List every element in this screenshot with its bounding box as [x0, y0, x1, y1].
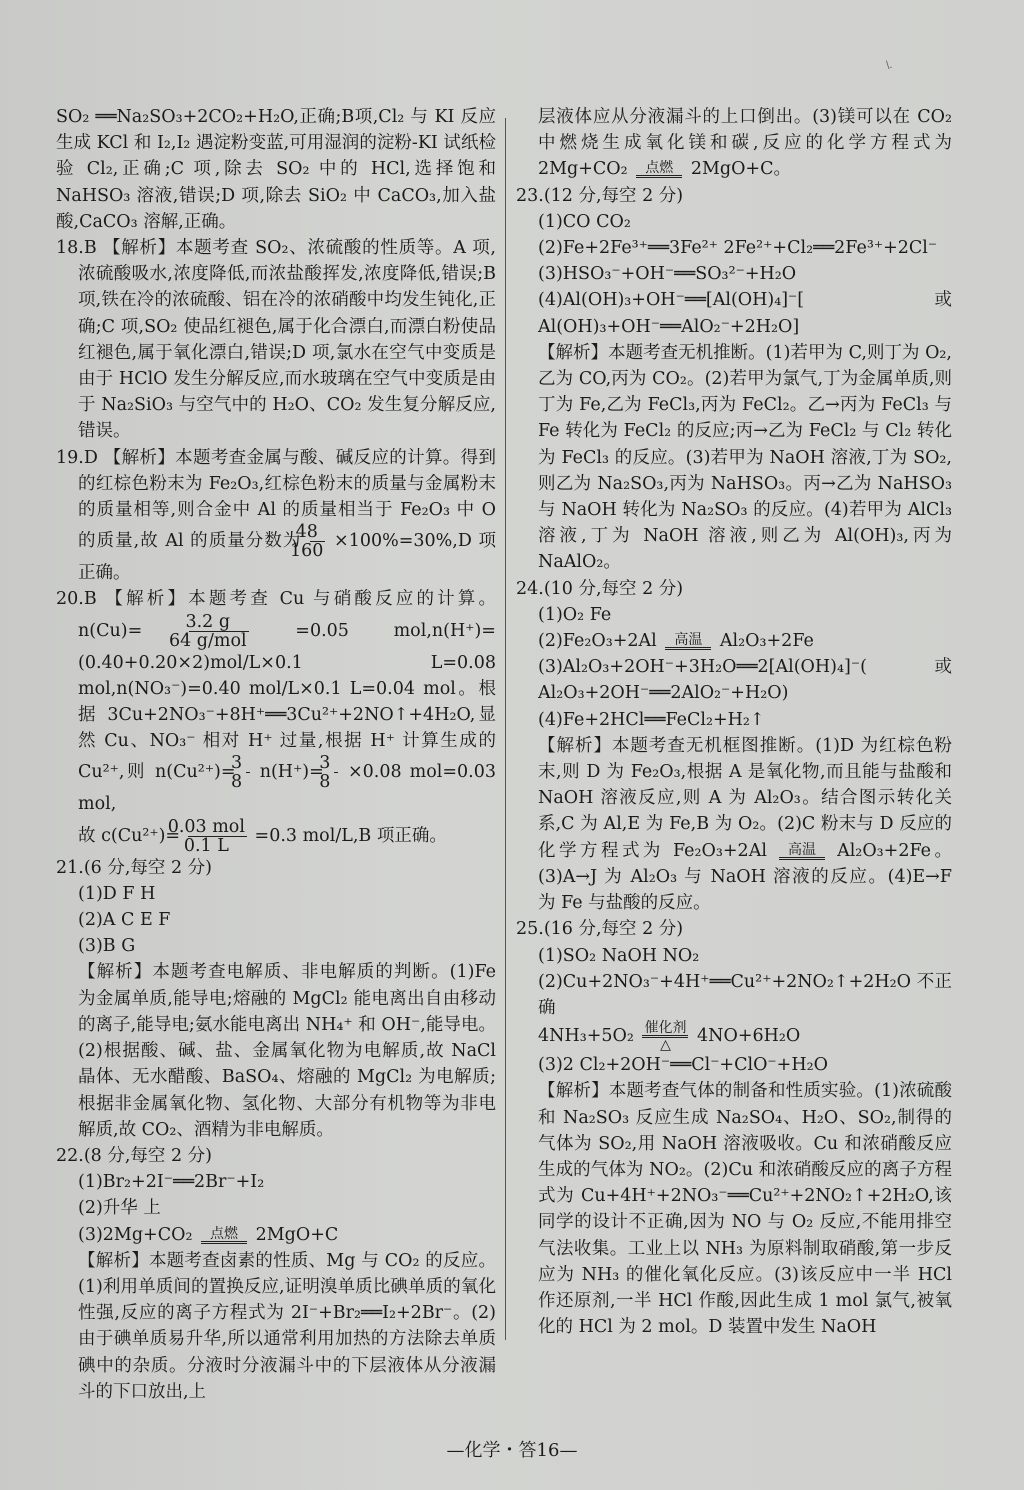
analysis: 【解析】本题考查无机推断。(1)若甲为 C,则丁为 O₂,乙为 CO,丙为 CO₂。(2)若甲为氯气,丁为金属单质,则丁为 Fe,乙为 FeCl₃,丙为 FeCl₂。乙→丙为 FeCl₃ 与 Fe 转化为 FeCl₂ 的反应;丙→乙为 FeCl₂ 与 Cl₂ 转化为 FeCl₃ 的反应。(3)若甲为 NaOH 溶液,丁为 SO₂,则乙为 Na₂SO₃,丙为 NaHSO₃。丙→乙为 NaHSO₃ 与 NaOH 转化为 Na₂SO₃ 的反应。(4)若甲为 AlCl₃ 溶液,丁为 NaOH 溶液,则乙为 Al(OH)₃,丙为 NaAlO₂。	[538, 342, 952, 573]
analysis: 【解析】本题考查气体的制备和性质实验。(1)浓硫酸和 Na₂SO₃ 反应生成 Na₂SO₄、H₂O、SO₂,制得的气体为 SO₂,用 NaOH 溶液吸收。Cu 和浓硝酸反应生成的气体为 NO₂。(2)Cu 和浓硝酸反应的离子方程式为 Cu+4H⁺+2NO₃⁻══Cu²⁺+2NO₂↑+2H₂O,该同学的设计不正确,因为 NO 与 O₂ 反应,不能用排空气法收集。工业上以 NH₃ 为原料制取硝酸,第一步反应为 NH₃ 的催化氧化反应。(3)该反应中一半 HCl 作还原剂,一半 HCl 作酸,因此生成 1 mol 氯气,被氧化的 HCl 为 2 mol。D 装置中发生 NaOH	[538, 1081, 952, 1338]
answer-line: (1)CO CO₂	[538, 211, 631, 232]
answer-line: (4)Al(OH)₃+OH⁻══[Al(OH)₄]⁻[或 Al(OH)₃+OH⁻══AlO₂⁻+2H₂O]	[538, 290, 952, 337]
answer-19: 19.D 【解析】本题考查金属与酸、碱反应的计算。得到的红棕色粉末为 Fe₂O₃,红棕色粉末的质量与金属粉末的质量相等,则合金中 Al 的质量相当于 Fe₂O₃ 中 O 的质量,故 Al 的质量分数为 $\frac{48}{160}$ ×100%=30%,D 项正确。	[56, 447, 496, 584]
fraction: $\frac{3.2 g}{\text{64 g/mol}}$	[168, 611, 247, 651]
answer-25-heading: 25.(16 分,每空 2 分)	[516, 919, 684, 940]
answer-22-heading: 22.(8 分,每空 2 分)	[56, 1145, 213, 1166]
left-column	[56, 104, 496, 1405]
answer-line: (3)B G	[78, 936, 136, 957]
answer-line: (2)升华 上	[78, 1198, 161, 1219]
column-divider	[505, 118, 506, 1340]
reaction-condition: 点燃	[636, 161, 682, 178]
equation-line: (3)2Mg+CO₂ 点燃 2MgO+C	[78, 1224, 339, 1245]
equation-line: (2)Fe₂O₃+2Al 高温 Al₂O₃+2Fe	[538, 631, 814, 652]
fraction: $\frac{48}{160}$	[290, 522, 324, 562]
answer-line: (2)Fe+2Fe³⁺══3Fe²⁺ 2Fe²⁺+Cl₂══2Fe³⁺+2Cl⁻	[538, 238, 938, 259]
answer-line: (3)2 Cl₂+2OH⁻══Cl⁻+ClO⁻+H₂O	[538, 1055, 828, 1076]
answer-line: (2)A C E F	[78, 910, 171, 931]
reaction-condition: 高温	[779, 843, 825, 860]
analysis: 【解析】本题考查无机框图推断。(1)D 为红棕色粉末,则 D 为 Fe₂O₃,根据 A 是氧化物,而且能与盐酸和 NaOH 溶液反应,则 A 为 Al₂O₃。结合图示转化关系,C 为 Al,E 为 Fe,B 为 O₂。(2)C 粉末与 D 反应的化学方程式为 Fe₂O₃+2Al 高温 Al₂O₃+2Fe。(3)A→J 为 Al₂O₃ 与 NaOH 溶液的反应。(4)E→F 为 Fe 与盐酸的反应。	[538, 735, 953, 914]
answer-line: (1)D F H	[78, 883, 156, 904]
answer-20: 20.B 【解析】本题考查 Cu 与硝酸反应的计算。n(Cu)= $\frac{3.2 g}{\text{64 g/mol}}$ =0.05 mol,n(H⁺)=(0.40+0.20×2)mol/L×0.1 L=0.08 mol,n(NO₃⁻)=0.40 mol/L×0.1 L=0.04 mol。根据 3Cu+2NO₃⁻+8H⁺══3Cu²⁺+2NO↑+4H₂O,显然 Cu、NO₃⁻ 相对 H⁺ 过量,根据 H⁺ 计算生成的 Cu²⁺,则 n(Cu²⁺)= $\frac{3}{8}$ n(H⁺)= $\frac{3}{8}$ ×0.08 mol=0.03 mol, 故 c(Cu²⁺)= $\frac{\text{0.03 mol}}{0.1 L}$ =0.3 mol/L,B 项正确。	[56, 589, 496, 856]
answer-24-heading: 24.(10 分,每空 2 分)	[516, 578, 684, 599]
page-footer: —化学・答16—	[446, 1440, 578, 1461]
paragraph: SO₂ ══Na₂SO₃+2CO₂+H₂O,正确;B项,Cl₂ 与 KI 反应生成 KCl 和 I₂,I₂ 遇淀粉变蓝,可用湿润的淀粉-KI 试纸检验 Cl₂,正确;C 项,除去 SO₂ 中的 HCl,选择饱和 NaHSO₃ 溶液,错误;D 项,除去 SiO₂ 中 CaCO₃,加入盐酸,CaCO₃ 溶解,正确。	[56, 107, 496, 232]
answer-line: (4)Fe+2HCl══FeCl₂+H₂↑	[538, 709, 765, 730]
analysis: 【解析】本题考查电解质、非电解质的判断。(1)Fe 为金属单质,能导电;熔融的 MgCl₂ 能电离出自由移动的离子,能导电;氨水能电离出 NH₄⁺ 和 OH⁻,能导电。(2)根据酸、碱、盐、金属氧化物为电解质,故 NaCl 晶体、无水醋酸、BaSO₄、熔融的 MgCl₂ 为电解质;根据非金属氧化物、氢化物、大部分有机物等为非电解质,故 CO₂、酒精为非电解质。	[78, 962, 496, 1140]
fraction: $\frac{3}{8}$	[246, 754, 250, 791]
corner-mark: \.	[886, 60, 893, 71]
reaction-condition: 高温	[665, 633, 711, 650]
reaction-condition: 点燃	[201, 1227, 247, 1244]
answer-line: (1)O₂ Fe	[538, 604, 612, 625]
answer-line: (1)SO₂ NaOH NO₂	[538, 945, 700, 966]
paragraph: 层液体应从分液漏斗的上口倒出。(3)镁可以在 CO₂ 中燃烧生成氧化镁和碳,反应的化学方程式为 2Mg+CO₂ 点燃 2MgO+C。	[538, 107, 952, 180]
answer-18: 18.B 【解析】本题考查 SO₂、浓硫酸的性质等。A 项,浓硫酸吸水,浓度降低,而浓盐酸挥发,浓度降低,错误;B 项,铁在冷的浓硫酸、铝在冷的浓硝酸中均发生钝化,正确;C 项,SO₂ 使品红褪色,属于化合漂白,而漂白粉使品红褪色,属于氧化漂白,错误;D 项,氯水在空气中变质是由于 HClO 发生分解反应,而水玻璃在空气中变质是由于 Na₂SiO₃ 与空气中的 H₂O、CO₂ 发生复分解反应,错误。	[56, 238, 496, 442]
answer-line: (3)Al₂O₃+2OH⁻+3H₂O══2[Al(OH)₄]⁻(或 Al₂O₃+2OH⁻══2AlO₂⁻+H₂O)	[538, 657, 952, 704]
answer-line: (2)Cu+2NO₃⁻+4H⁺══Cu²⁺+2NO₂↑+2H₂O 不正确	[538, 971, 952, 1018]
answer-21-heading: 21.(6 分,每空 2 分)	[56, 857, 213, 878]
equation-line: 4NH₃+5O₂ 催化剂 △ 4NO+6H₂O	[538, 1020, 801, 1054]
fraction: $\frac{\text{0.03 mol}}{0.1 L}$	[167, 816, 245, 856]
answer-23-heading: 23.(12 分,每空 2 分)	[516, 185, 684, 206]
right-column	[516, 104, 952, 1340]
analysis: 【解析】本题考查卤素的性质、Mg 与 CO₂ 的反应。(1)利用单质间的置换反应,证明溴单质比碘单质的氧化性强,反应的离子方程式为 2I⁻+Br₂══I₂+2Br⁻。(2)由于碘单质易升华,所以通常利用加热的方法除去单质碘中的杂质。分液时分液漏斗中的下层液体从分液漏斗的下口放出,上	[78, 1250, 496, 1402]
answer-line: (1)Br₂+2I⁻══2Br⁻+I₂	[78, 1172, 265, 1193]
reaction-condition: 催化剂 △	[644, 1020, 687, 1054]
fraction: $\frac{3}{8}$	[334, 754, 338, 791]
answer-line: (3)HSO₃⁻+OH⁻══SO₃²⁻+H₂O	[538, 264, 797, 285]
